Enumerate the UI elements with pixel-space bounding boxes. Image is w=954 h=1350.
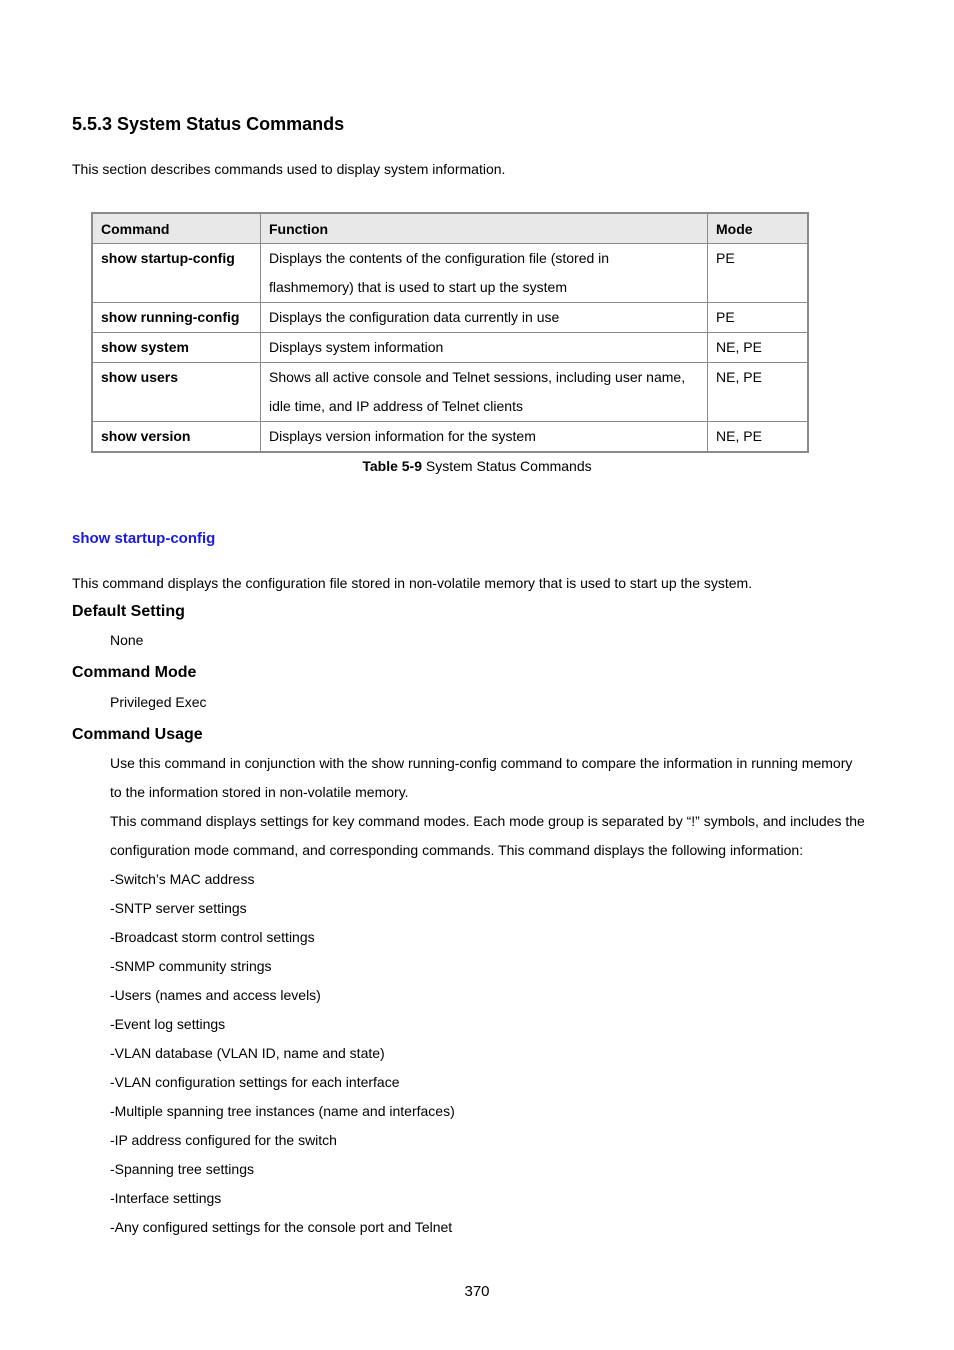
section-heading: 5.5.3 System Status Commands: [72, 114, 345, 134]
page-number: 370: [464, 1283, 490, 1300]
section-intro: This section describes commands used to display system information.: [72, 161, 506, 177]
usage-line: -VLAN database (VLAN ID, name and state): [110, 1045, 385, 1061]
cell-mode: PE: [708, 244, 809, 303]
function-line: Displays version information for the system: [269, 428, 536, 444]
header-command: Command: [92, 213, 261, 244]
cell-command: show version: [92, 422, 261, 453]
caption-text: System Status Commands: [422, 458, 592, 474]
table-row: [92, 363, 808, 422]
function-line: Displays the configuration data currently in use: [269, 309, 560, 325]
command-description: This command displays the configuration file stored in non-volatile memory that is used to start up the system.: [72, 575, 753, 591]
command-title: show startup-config: [72, 530, 216, 547]
default-setting-value: None: [110, 632, 144, 648]
cell-function: [261, 422, 708, 453]
header-function: Function: [261, 213, 708, 244]
function-line: idle time, and IP address of Telnet clients: [269, 398, 523, 414]
usage-line: -Users (names and access levels): [110, 987, 321, 1003]
function-line: Displays system information: [269, 339, 444, 355]
usage-line: -IP address configured for the switch: [110, 1132, 337, 1148]
usage-line: -SNMP community strings: [110, 958, 272, 974]
usage-line: -Interface settings: [110, 1190, 222, 1206]
commands-table: [91, 212, 809, 453]
usage-line: Use this command in conjunction with the show running-config command to compare the information in running memory: [110, 755, 853, 771]
usage-line: -SNTP server settings: [110, 900, 247, 916]
command-mode-value: Privileged Exec: [110, 694, 207, 710]
usage-line: -Switch’s MAC address: [110, 871, 255, 887]
command-usage-body: [110, 749, 900, 1242]
table-row: [92, 333, 808, 363]
cell-function: [261, 244, 708, 303]
cell-command: show system: [92, 333, 261, 363]
usage-list: [110, 749, 900, 1242]
caption-label: Table 5-9: [362, 458, 423, 474]
usage-line: -VLAN configuration settings for each interface: [110, 1074, 400, 1090]
usage-line: -Multiple spanning tree instances (name and interfaces): [110, 1103, 455, 1119]
header-mode: Mode: [708, 213, 809, 244]
cell-mode: NE, PE: [708, 363, 809, 422]
cell-command: show startup-config: [92, 244, 261, 303]
table-header-row: [92, 213, 808, 244]
command-usage-label: Command Usage: [72, 726, 203, 743]
cell-command: show running-config: [92, 303, 261, 333]
table-row: [92, 244, 808, 303]
usage-line: -Event log settings: [110, 1016, 226, 1032]
cell-mode: PE: [708, 303, 809, 333]
cell-function: [261, 303, 708, 333]
function-line: Displays the contents of the configuration file (stored in: [269, 250, 610, 266]
command-mode-label: Command Mode: [72, 664, 197, 681]
table-caption: [0, 458, 954, 474]
cell-command: show users: [92, 363, 261, 422]
usage-line: configuration mode command, and corresponding commands. This command displays the following information:: [110, 842, 804, 858]
usage-line: to the information stored in non-volatile memory.: [110, 784, 409, 800]
function-line: flashmemory) that is used to start up the system: [269, 279, 568, 295]
cell-function: [261, 333, 708, 363]
table-row: [92, 303, 808, 333]
usage-line: -Broadcast storm control settings: [110, 929, 315, 945]
table-row: [92, 422, 808, 453]
usage-line: -Spanning tree settings: [110, 1161, 254, 1177]
usage-line: This command displays settings for key command modes. Each mode group is separated by “!” symbols, and includes the: [110, 813, 865, 829]
usage-line: -Any configured settings for the console port and Telnet: [110, 1219, 453, 1235]
cell-function: [261, 363, 708, 422]
function-line: Shows all active console and Telnet sessions, including user name,: [269, 369, 686, 385]
default-setting-label: Default Setting: [72, 603, 185, 620]
cell-mode: NE, PE: [708, 422, 809, 453]
cell-mode: NE, PE: [708, 333, 809, 363]
